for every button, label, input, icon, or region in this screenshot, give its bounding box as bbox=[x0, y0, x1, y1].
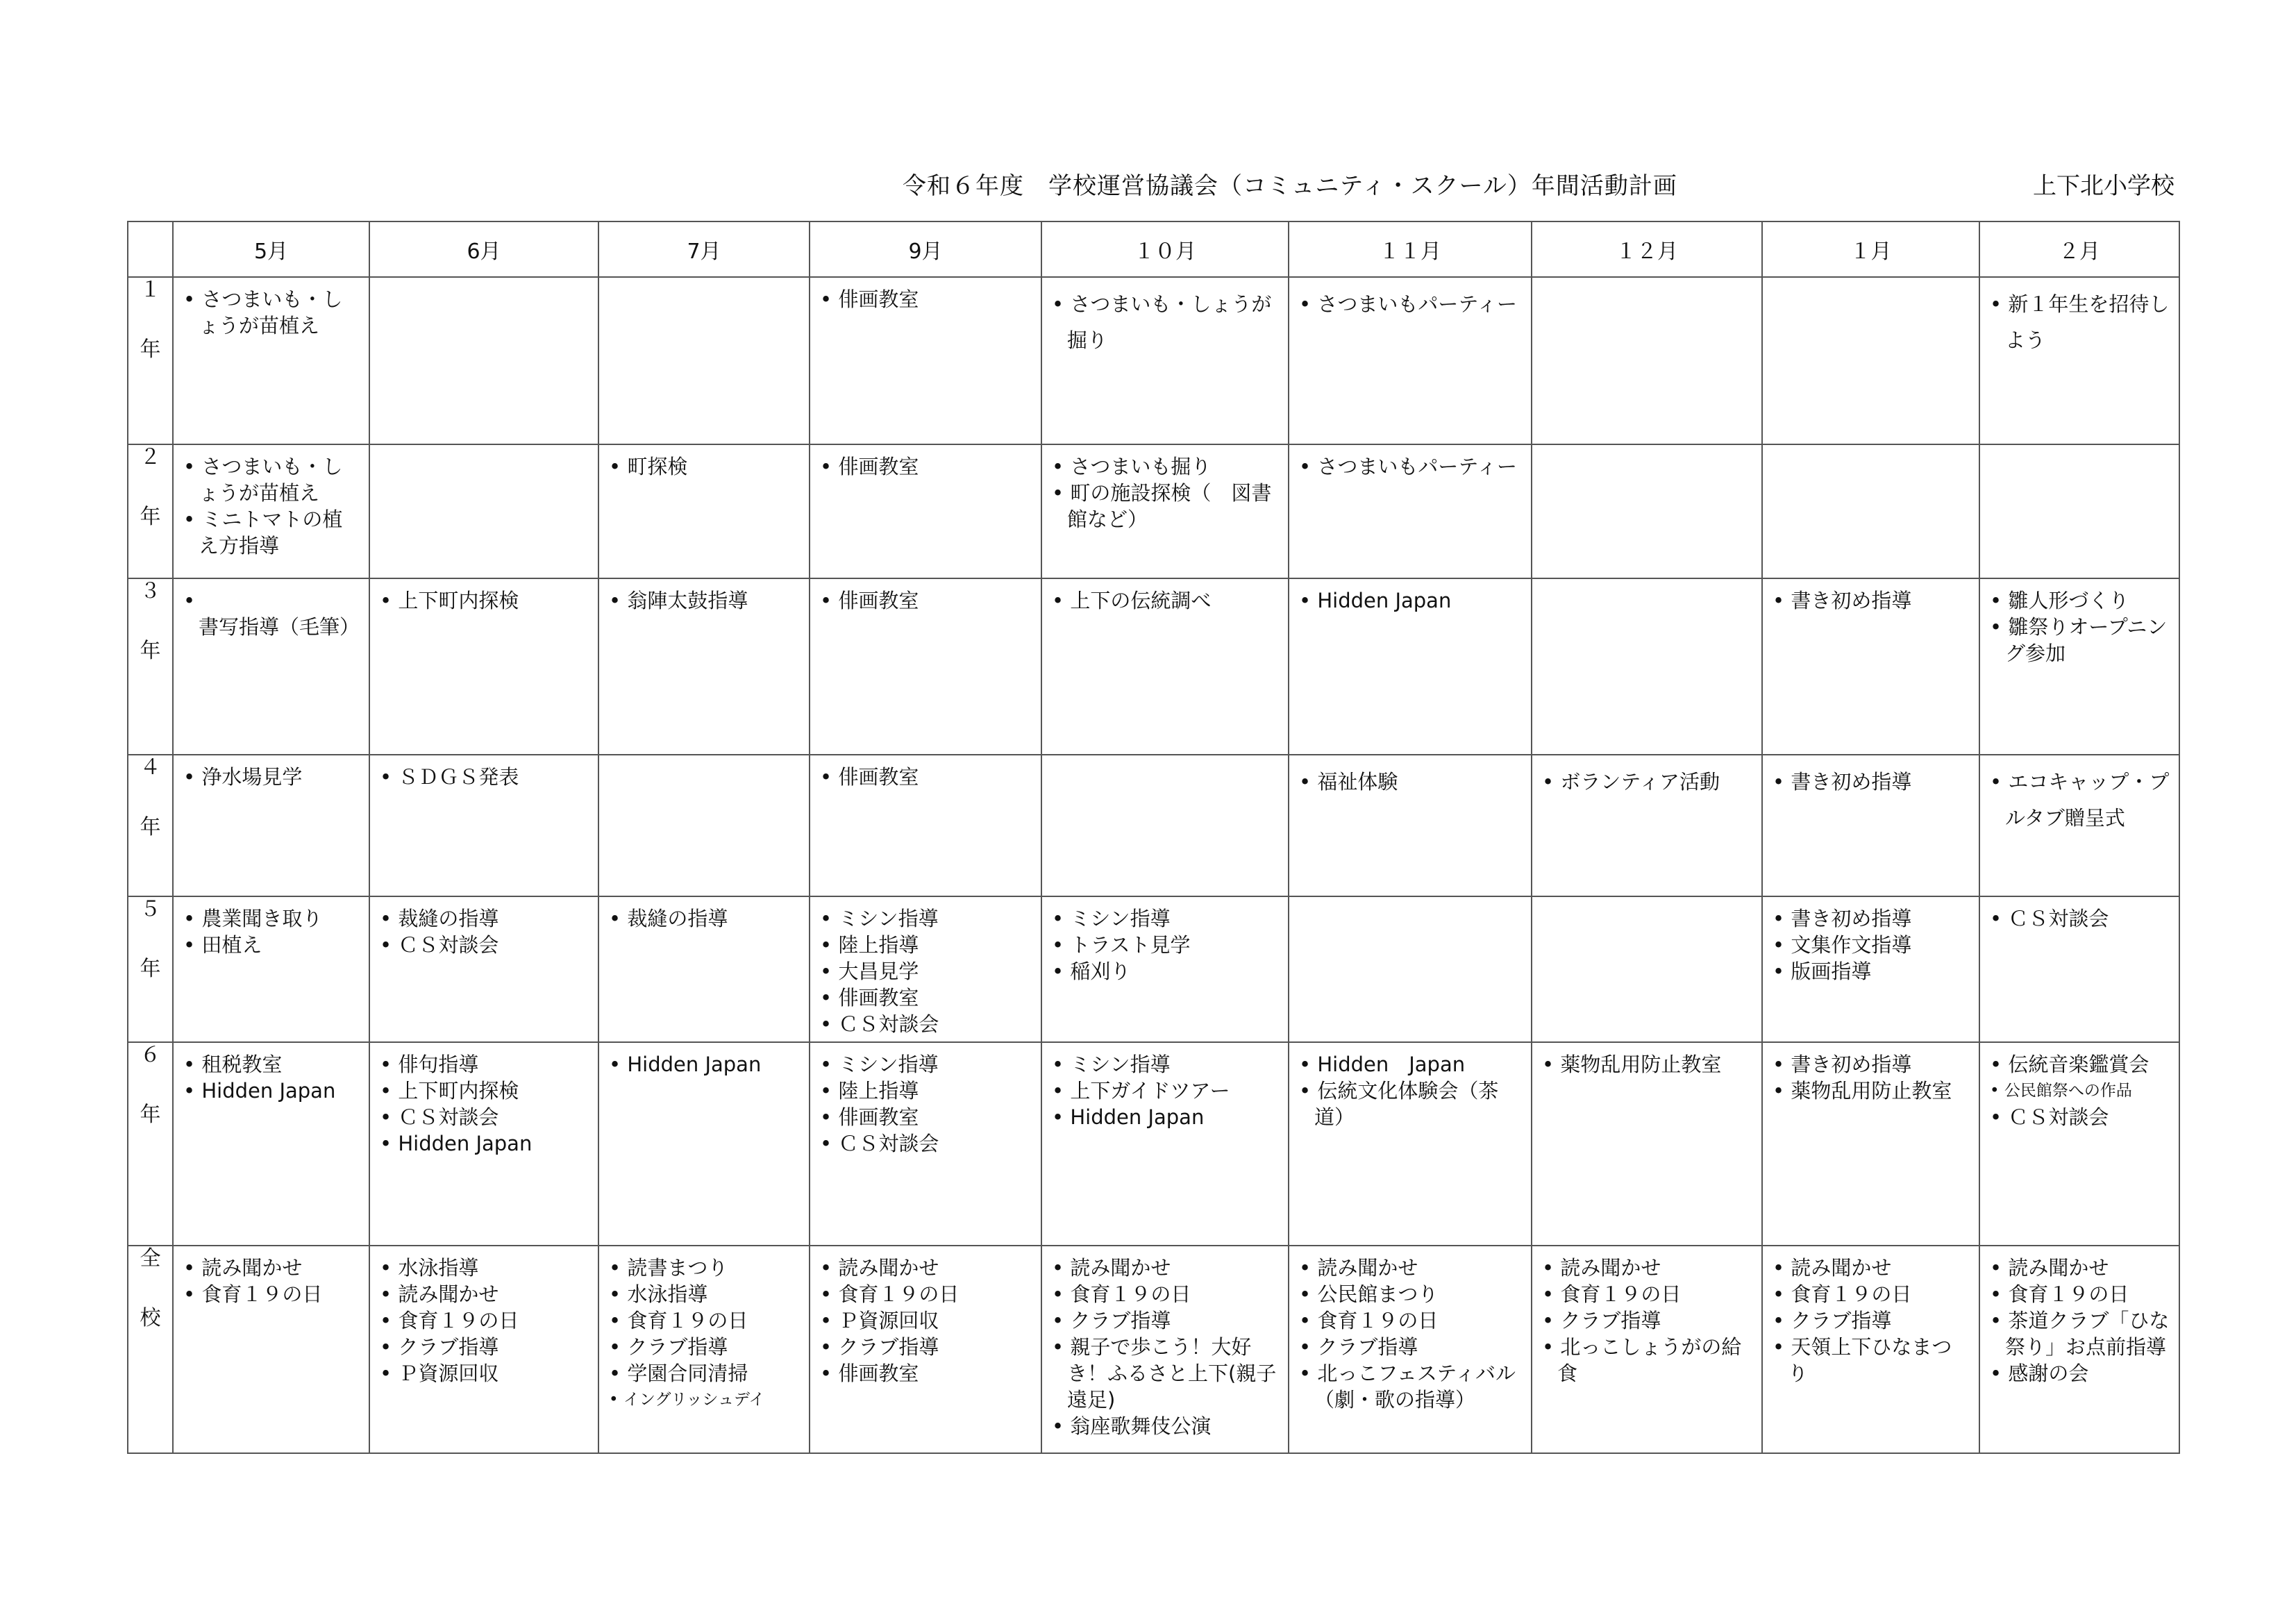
activity-item: • 浄水場見学 bbox=[183, 764, 362, 790]
activity-item: • 読み聞かせ bbox=[1299, 1255, 1524, 1281]
activity-item: • 租税教室 bbox=[183, 1051, 362, 1078]
activity-item: • 読み聞かせ bbox=[183, 1255, 362, 1281]
activity-cell bbox=[1762, 578, 1979, 755]
activity-list bbox=[1980, 1246, 2179, 1391]
activity-list bbox=[370, 579, 598, 618]
activity-item: • 書き初め指導 bbox=[1773, 764, 1972, 800]
activity-cell bbox=[173, 277, 369, 444]
activity-item: • 文集作文指導 bbox=[1773, 932, 1972, 958]
activity-item: • 雛人形づくり bbox=[1990, 587, 2172, 614]
activity-item: • 福祉体験 bbox=[1299, 764, 1524, 800]
activity-item: • 食育１９の日 bbox=[380, 1307, 591, 1334]
activity-item: • さつまいも・しょうが苗植え bbox=[183, 286, 362, 339]
activity-cell bbox=[1041, 444, 1289, 578]
activity-item: • 食育１９の日 bbox=[820, 1281, 1034, 1307]
activity-cell bbox=[369, 578, 598, 755]
activity-cell bbox=[810, 1042, 1041, 1246]
activity-cell bbox=[810, 578, 1041, 755]
activity-cell bbox=[1289, 896, 1532, 1042]
grade-label-top: 全 bbox=[140, 1246, 161, 1271]
activity-item: • 薬物乱用防止教室 bbox=[1542, 1051, 1754, 1078]
activity-cell bbox=[1979, 578, 2179, 755]
plan-body bbox=[128, 277, 2179, 1453]
corner-cell bbox=[128, 221, 173, 277]
activity-cell bbox=[1532, 896, 1762, 1042]
activity-cell bbox=[173, 1042, 369, 1246]
activity-item: • 俳画教室 bbox=[820, 587, 1034, 614]
month-header: 5月 bbox=[173, 221, 369, 277]
activity-item: • 町の施設探検（ 図書館など） bbox=[1052, 480, 1281, 533]
activity-item: • Ｐ資源回収 bbox=[820, 1307, 1034, 1334]
activity-cell bbox=[1979, 277, 2179, 444]
activity-cell bbox=[1041, 277, 1289, 444]
activity-list bbox=[1289, 1043, 1531, 1135]
activity-cell bbox=[598, 578, 810, 755]
activity-list bbox=[1289, 755, 1531, 804]
activity-item: • 裁縫の指導 bbox=[609, 905, 802, 932]
activity-cell bbox=[810, 1246, 1041, 1453]
activity-item: • 俳句指導 bbox=[380, 1051, 591, 1078]
grade-label-bottom: 年 bbox=[140, 815, 161, 839]
activity-item: • 版画指導 bbox=[1773, 958, 1972, 985]
activity-item: • 翁座歌舞伎公演 bbox=[1052, 1413, 1281, 1439]
activity-list bbox=[1763, 755, 1979, 804]
activity-list bbox=[1763, 579, 1979, 618]
activity-list bbox=[810, 579, 1041, 618]
activity-item: • 伝統文化体験会（茶道） bbox=[1299, 1078, 1524, 1130]
activity-item: • クラブ指導 bbox=[1542, 1307, 1754, 1334]
grade-row bbox=[128, 277, 2179, 444]
activity-item: • 食育１９の日 bbox=[1299, 1307, 1524, 1334]
activity-item: • 食育１９の日 bbox=[1773, 1281, 1972, 1307]
activity-list bbox=[1763, 1246, 1979, 1391]
activity-cell bbox=[1532, 444, 1762, 578]
grade-label-bottom: 校 bbox=[140, 1306, 161, 1330]
activity-cell bbox=[1762, 277, 1979, 444]
activity-item: • 読み聞かせ bbox=[1990, 1255, 2172, 1281]
activity-cell bbox=[598, 1042, 810, 1246]
activity-cell bbox=[1532, 1042, 1762, 1246]
activity-list bbox=[599, 897, 809, 936]
activity-item: • 読み聞かせ bbox=[380, 1281, 591, 1307]
activity-item: • 新１年生を招待しよう bbox=[1990, 286, 2172, 358]
activity-item: • 伝統音楽鑑賞会 bbox=[1990, 1051, 2172, 1078]
activity-item: • ＣＳ対談会 bbox=[1990, 1104, 2172, 1130]
activity-list bbox=[1042, 897, 1288, 989]
activity-cell bbox=[1289, 444, 1532, 578]
activity-item: • 俳画教室 bbox=[820, 286, 1034, 312]
activity-list bbox=[1042, 278, 1288, 362]
activity-cell bbox=[1041, 896, 1289, 1042]
activity-item: • 雛祭りオープニング参加 bbox=[1990, 614, 2172, 667]
activity-item: • 読み聞かせ bbox=[1773, 1255, 1972, 1281]
activity-item: • ＣＳ対談会 bbox=[820, 1011, 1034, 1037]
activity-cell bbox=[598, 896, 810, 1042]
activity-list bbox=[1532, 1246, 1761, 1391]
activity-item: • ＳＤＧＳ発表 bbox=[380, 764, 591, 790]
activity-cell bbox=[1289, 277, 1532, 444]
activity-list bbox=[1042, 579, 1288, 618]
activity-item: • 農業聞き取り bbox=[183, 905, 362, 932]
activity-item: • 上下町内探検 bbox=[380, 587, 591, 614]
activity-cell bbox=[598, 755, 810, 896]
activity-item: • 茶道クラブ「ひな祭り」お点前指導 bbox=[1990, 1307, 2172, 1360]
activity-item: • 俳画教室 bbox=[820, 1104, 1034, 1130]
grade-label-top: ２ bbox=[140, 445, 161, 469]
activity-list bbox=[1980, 1043, 2179, 1135]
activity-item: • 薬物乱用防止教室 bbox=[1773, 1078, 1972, 1104]
month-header: １０月 bbox=[1041, 221, 1289, 277]
document-title: 令和６年度 学校運営協議会（コミュニティ・スクール）年間活動計画 bbox=[903, 172, 1677, 200]
activity-cell bbox=[1532, 277, 1762, 444]
activity-cell bbox=[1979, 1042, 2179, 1246]
month-header: １２月 bbox=[1532, 221, 1762, 277]
activity-item: • 陸上指導 bbox=[820, 1078, 1034, 1104]
activity-cell bbox=[598, 277, 810, 444]
month-header: 7月 bbox=[598, 221, 810, 277]
activity-cell bbox=[1289, 755, 1532, 896]
activity-list bbox=[1289, 445, 1531, 484]
activity-plan-table bbox=[127, 221, 2180, 1454]
activity-cell bbox=[1762, 444, 1979, 578]
activity-list bbox=[370, 1043, 598, 1161]
activity-list bbox=[810, 445, 1041, 484]
activity-list bbox=[1042, 1246, 1288, 1443]
activity-cell bbox=[598, 1246, 810, 1453]
activity-cell bbox=[810, 896, 1041, 1042]
activity-item: • 読み聞かせ bbox=[1542, 1255, 1754, 1281]
activity-list bbox=[1289, 1246, 1531, 1417]
activity-item: • クラブ指導 bbox=[820, 1334, 1034, 1360]
activity-cell bbox=[1289, 1042, 1532, 1246]
activity-item: • 読み聞かせ bbox=[1052, 1255, 1281, 1281]
grade-row bbox=[128, 755, 2179, 896]
month-header-row bbox=[128, 221, 2179, 277]
activity-cell bbox=[1289, 1246, 1532, 1453]
activity-list bbox=[370, 897, 598, 962]
activity-list bbox=[1763, 897, 1979, 989]
activity-item: • 親子で歩こう！大好き！ふるさと上下(親子遠足) bbox=[1052, 1334, 1281, 1413]
activity-item: • 書き初め指導 bbox=[1773, 905, 1972, 932]
activity-item: • 書き初め指導 bbox=[1773, 587, 1972, 614]
activity-cell bbox=[1532, 755, 1762, 896]
activity-item: • ＣＳ対談会 bbox=[1990, 905, 2172, 932]
activity-cell bbox=[1041, 578, 1289, 755]
month-header: １月 bbox=[1762, 221, 1979, 277]
activity-list bbox=[599, 579, 809, 618]
activity-item: • ＣＳ対談会 bbox=[380, 932, 591, 958]
activity-list bbox=[810, 278, 1041, 317]
activity-cell bbox=[1979, 896, 2179, 1042]
activity-item: • 水泳指導 bbox=[380, 1255, 591, 1281]
month-header: １１月 bbox=[1289, 221, 1532, 277]
activity-list bbox=[599, 1246, 809, 1417]
activity-list bbox=[1532, 755, 1761, 804]
grade-row bbox=[128, 896, 2179, 1042]
activity-list bbox=[174, 1246, 369, 1312]
activity-list bbox=[1980, 579, 2179, 671]
activity-item: • 大昌見学 bbox=[820, 958, 1034, 985]
activity-item: • 町探検 bbox=[609, 453, 802, 480]
grade-row bbox=[128, 444, 2179, 578]
activity-item: • さつまいもパーティー bbox=[1299, 453, 1524, 480]
activity-cell bbox=[1532, 1246, 1762, 1453]
activity-cell bbox=[810, 277, 1041, 444]
activity-cell bbox=[1041, 1042, 1289, 1246]
activity-cell bbox=[369, 1246, 598, 1453]
activity-list bbox=[1289, 579, 1531, 618]
activity-item: • 書写指導（毛筆） bbox=[183, 587, 362, 640]
activity-list bbox=[1980, 755, 2179, 840]
activity-list bbox=[1532, 1043, 1761, 1082]
activity-item: • ＣＳ対談会 bbox=[820, 1130, 1034, 1157]
activity-item: • ミシン指導 bbox=[820, 1051, 1034, 1078]
activity-list bbox=[370, 1246, 598, 1391]
activity-item: • 公民館祭への作品 bbox=[1990, 1078, 2172, 1104]
activity-list bbox=[1763, 1043, 1979, 1108]
activity-item: • Hidden Japan bbox=[1299, 1051, 1524, 1078]
grade-label bbox=[128, 896, 173, 1042]
activity-item: • 田植え bbox=[183, 932, 362, 958]
activity-item: • Hidden Japan bbox=[1052, 1104, 1281, 1130]
activity-cell bbox=[1289, 578, 1532, 755]
grade-label-top: ５ bbox=[140, 897, 161, 921]
activity-cell bbox=[173, 578, 369, 755]
activity-cell bbox=[173, 896, 369, 1042]
activity-cell bbox=[173, 444, 369, 578]
activity-item: • Hidden Japan bbox=[609, 1051, 802, 1078]
school-name: 上下北小学校 bbox=[2033, 172, 2175, 200]
activity-list bbox=[174, 755, 369, 794]
activity-cell bbox=[1762, 1042, 1979, 1246]
activity-cell bbox=[810, 755, 1041, 896]
activity-item: • トラスト見学 bbox=[1052, 932, 1281, 958]
activity-item: • 上下の伝統調べ bbox=[1052, 587, 1281, 614]
grade-label-top: １ bbox=[140, 278, 161, 302]
activity-item: • 食育１９の日 bbox=[1542, 1281, 1754, 1307]
grade-label bbox=[128, 1042, 173, 1246]
activity-cell bbox=[1979, 1246, 2179, 1453]
grade-label-bottom: 年 bbox=[140, 505, 161, 529]
activity-cell bbox=[1762, 1246, 1979, 1453]
activity-item: • 俳画教室 bbox=[820, 453, 1034, 480]
grade-label bbox=[128, 578, 173, 755]
activity-cell bbox=[1762, 896, 1979, 1042]
activity-item: • ＣＳ対談会 bbox=[380, 1104, 591, 1130]
activity-item: • 北っこフェスティバル（劇・歌の指導） bbox=[1299, 1360, 1524, 1413]
activity-item: • ミシン指導 bbox=[1052, 905, 1281, 932]
activity-item: • 天領上下ひなまつり bbox=[1773, 1334, 1972, 1387]
grade-row bbox=[128, 1246, 2179, 1453]
activity-item: • ミシン指導 bbox=[1052, 1051, 1281, 1078]
activity-list bbox=[1042, 445, 1288, 537]
activity-item: • クラブ指導 bbox=[1052, 1307, 1281, 1334]
activity-item: • ミニトマトの植え方指導 bbox=[183, 506, 362, 559]
activity-cell bbox=[173, 1246, 369, 1453]
activity-item: • 裁縫の指導 bbox=[380, 905, 591, 932]
grade-label-bottom: 年 bbox=[140, 1103, 161, 1127]
grade-label-top: ４ bbox=[140, 755, 161, 780]
activity-item: • クラブ指導 bbox=[609, 1334, 802, 1360]
activity-item: • 公民館まつり bbox=[1299, 1281, 1524, 1307]
activity-cell bbox=[369, 755, 598, 896]
activity-cell bbox=[1979, 755, 2179, 896]
activity-list bbox=[810, 1246, 1041, 1391]
activity-item: • 俳画教室 bbox=[820, 764, 1034, 790]
activity-item: • 水泳指導 bbox=[609, 1281, 802, 1307]
activity-item: • 上下町内探検 bbox=[380, 1078, 591, 1104]
grade-label bbox=[128, 444, 173, 578]
activity-list bbox=[1980, 897, 2179, 936]
activity-item: • 食育１９の日 bbox=[1052, 1281, 1281, 1307]
activity-item: • Hidden Japan bbox=[183, 1078, 362, 1104]
grade-label-bottom: 年 bbox=[140, 957, 161, 981]
activity-item: • イングリッシュデイ bbox=[609, 1387, 802, 1413]
activity-list bbox=[810, 755, 1041, 794]
activity-item: • 学園合同清掃 bbox=[609, 1360, 802, 1387]
activity-cell bbox=[1041, 755, 1289, 896]
activity-item: • さつまいも掘り bbox=[1052, 453, 1281, 480]
activity-item: • 稲刈り bbox=[1052, 958, 1281, 985]
activity-item: • 食育１９の日 bbox=[1990, 1281, 2172, 1307]
grade-label bbox=[128, 755, 173, 896]
activity-item: • 感謝の会 bbox=[1990, 1360, 2172, 1387]
activity-item: • 俳画教室 bbox=[820, 1360, 1034, 1387]
grade-label-top: ６ bbox=[140, 1043, 161, 1067]
activity-cell bbox=[173, 755, 369, 896]
activity-cell bbox=[369, 1042, 598, 1246]
activity-item: • エコキャップ・プルタブ贈呈式 bbox=[1990, 764, 2172, 836]
activity-item: • 読書まつり bbox=[609, 1255, 802, 1281]
activity-list bbox=[174, 897, 369, 962]
activity-list bbox=[1042, 1043, 1288, 1135]
activity-item: • 読み聞かせ bbox=[820, 1255, 1034, 1281]
activity-item: • 上下ガイドツアー bbox=[1052, 1078, 1281, 1104]
activity-item: • 翁陣太鼓指導 bbox=[609, 587, 802, 614]
activity-item: • 書き初め指導 bbox=[1773, 1051, 1972, 1078]
activity-item: • Ｐ資源回収 bbox=[380, 1360, 591, 1387]
activity-list bbox=[599, 1043, 809, 1082]
activity-item: • 食育１９の日 bbox=[183, 1281, 362, 1307]
activity-list bbox=[599, 445, 809, 484]
activity-item: • Hidden Japan bbox=[1299, 587, 1524, 614]
activity-item: • 陸上指導 bbox=[820, 932, 1034, 958]
activity-cell bbox=[369, 444, 598, 578]
activity-list bbox=[174, 445, 369, 563]
activity-cell bbox=[1041, 1246, 1289, 1453]
activity-item: • さつまいも・しょうが掘り bbox=[1052, 286, 1281, 358]
activity-list bbox=[810, 897, 1041, 1041]
activity-list bbox=[810, 1043, 1041, 1161]
activity-item: • さつまいも・しょうが苗植え bbox=[183, 453, 362, 506]
activity-cell bbox=[1532, 578, 1762, 755]
activity-item: • 北っこしょうがの給食 bbox=[1542, 1334, 1754, 1387]
activity-item: • ボランティア活動 bbox=[1542, 764, 1754, 800]
activity-item: • クラブ指導 bbox=[1773, 1307, 1972, 1334]
month-header: ２月 bbox=[1979, 221, 2179, 277]
activity-list bbox=[174, 579, 369, 644]
grade-label bbox=[128, 1246, 173, 1453]
grade-label-bottom: 年 bbox=[140, 337, 161, 362]
activity-list bbox=[1980, 278, 2179, 362]
grade-label bbox=[128, 277, 173, 444]
activity-item: • さつまいもパーティー bbox=[1299, 286, 1524, 322]
activity-cell bbox=[1762, 755, 1979, 896]
activity-list bbox=[174, 1043, 369, 1108]
activity-list bbox=[174, 278, 369, 343]
activity-cell bbox=[369, 896, 598, 1042]
activity-list bbox=[1289, 278, 1531, 326]
activity-item: • クラブ指導 bbox=[380, 1334, 591, 1360]
grade-row bbox=[128, 1042, 2179, 1246]
activity-cell bbox=[1979, 444, 2179, 578]
grade-label-bottom: 年 bbox=[140, 639, 161, 663]
grade-row bbox=[128, 578, 2179, 755]
activity-item: • Hidden Japan bbox=[380, 1130, 591, 1157]
activity-cell bbox=[598, 444, 810, 578]
activity-cell bbox=[810, 444, 1041, 578]
month-header: 9月 bbox=[810, 221, 1041, 277]
activity-item: • クラブ指導 bbox=[1299, 1334, 1524, 1360]
grade-label-top: ３ bbox=[140, 579, 161, 603]
activity-list bbox=[370, 755, 598, 794]
activity-item: • ミシン指導 bbox=[820, 905, 1034, 932]
activity-item: • 食育１９の日 bbox=[609, 1307, 802, 1334]
month-header: 6月 bbox=[369, 221, 598, 277]
activity-item: • 俳画教室 bbox=[820, 985, 1034, 1011]
activity-cell bbox=[369, 277, 598, 444]
